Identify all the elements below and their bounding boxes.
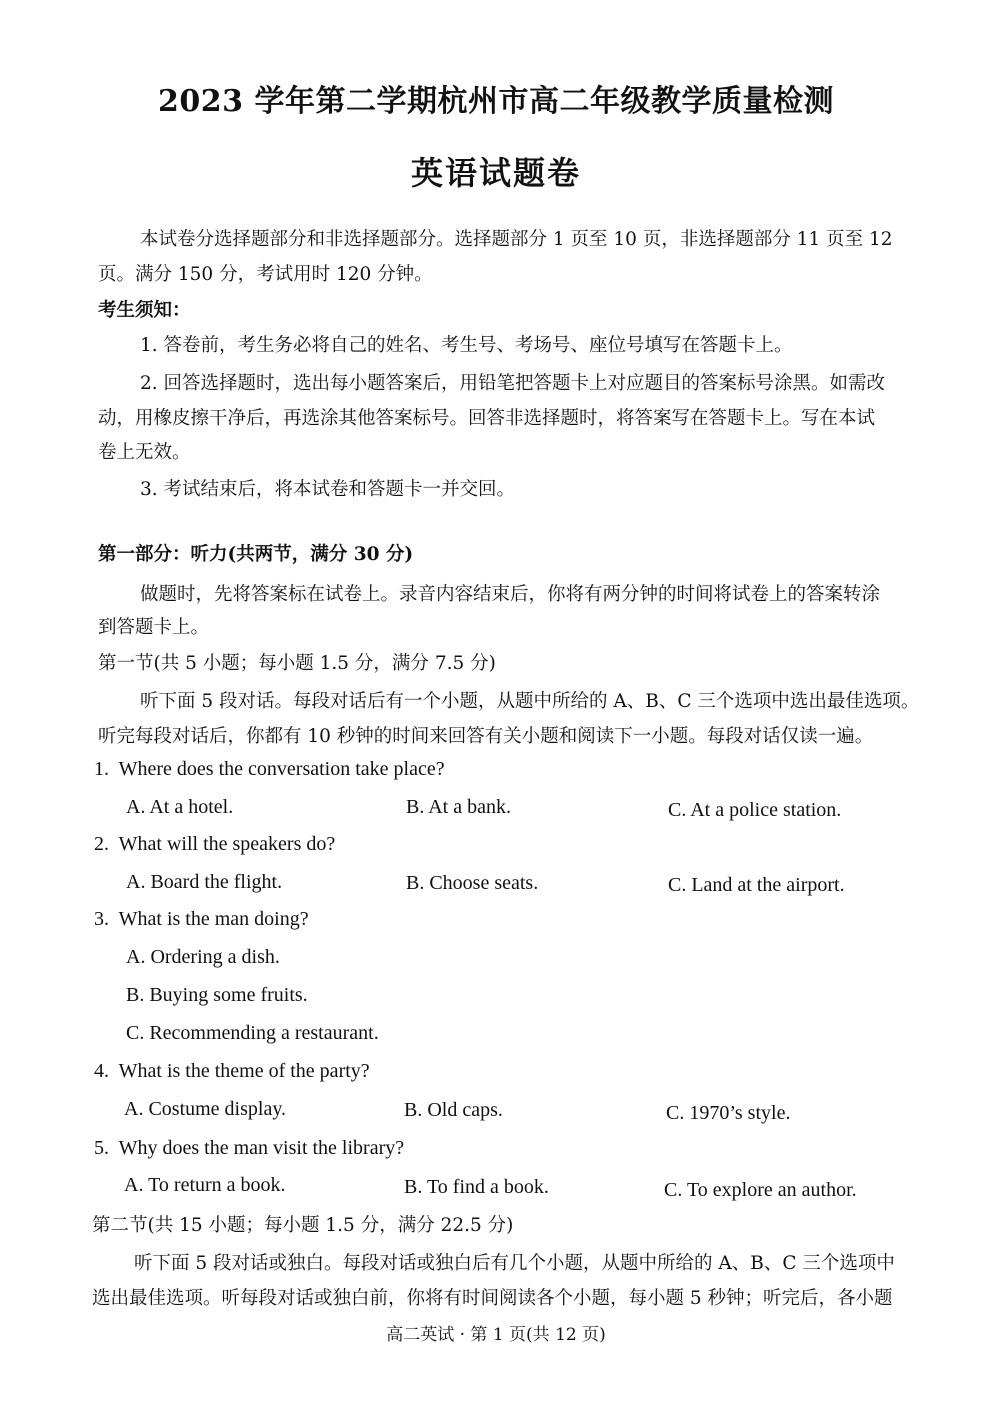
question-text: Why does the man visit the library? <box>118 1137 405 1159</box>
q1-option-b: B. At a bank. <box>406 796 511 818</box>
q5-option-c: C. To explore an author. <box>664 1179 857 1201</box>
page-footer: 高二英试 · 第 1 页(共 12 页) <box>386 1325 606 1345</box>
q2-option-c: C. Land at the airport. <box>668 874 845 896</box>
q4-option-c: C. 1970’s style. <box>666 1102 791 1124</box>
question-number: 1. <box>94 758 109 780</box>
q2-option-b: B. Choose seats. <box>406 872 539 894</box>
notice-item-2-line-2: 动，用橡皮擦干净后，再选涂其他答案标号。回答非选择题时，将答案写在答题卡上。写在本试 <box>98 408 876 429</box>
question-text: What is the man doing? <box>118 908 309 930</box>
section2-instruction-line-2: 选出最佳选项。听每段对话或独白前，你将有时间阅读各个小题，每小题 5 秒钟；听完后，各小题 <box>92 1288 893 1309</box>
notice-item-2-line-1: 2. 回答选择题时，选出每小题答案后，用铅笔把答题卡上对应题目的答案标号涂黑。如需改 <box>140 373 886 394</box>
section1-instruction-line-2: 听完每段对话后，你都有 10 秒钟的时间来回答有关小题和阅读下一小题。每段对话仅读一遍。 <box>98 726 874 747</box>
section2-instruction-line-1: 听下面 5 段对话或独白。每段对话或独白后有几个小题，从题中所给的 A、B、C 三个选项中 <box>134 1253 895 1274</box>
part1-instruction-line-1: 做题时，先将答案标在试卷上。录音内容结束后，你将有两分钟的时间将试卷上的答案转涂 <box>140 584 881 605</box>
question-number: 2. <box>94 833 109 855</box>
q4-option-b: B. Old caps. <box>404 1099 503 1121</box>
intro-line-1: 本试卷分选择题部分和非选择题部分。选择题部分 1 页至 10 页，非选择题部分 11 页至 12 <box>140 229 893 250</box>
question-1 <box>94 758 445 781</box>
exam-title: 2023 学年第二学期杭州市高二年级教学质量检测 <box>158 84 834 119</box>
q4-option-a: A. Costume display. <box>124 1098 287 1120</box>
question-2 <box>94 833 335 856</box>
q2-option-a: A. Board the flight. <box>126 871 283 893</box>
q3-option-a: A. Ordering a dish. <box>126 946 280 968</box>
question-number: 4. <box>94 1060 109 1082</box>
notice-item-3: 3. 考试结束后，将本试卷和答题卡一并交回。 <box>140 479 516 500</box>
q5-option-a: A. To return a book. <box>124 1174 286 1196</box>
q3-option-c: C. Recommending a restaurant. <box>126 1022 379 1044</box>
notice-item-1: 1. 答卷前，考生务必将自己的姓名、考生号、考场号、座位号填写在答题卡上。 <box>140 335 793 356</box>
section1-heading: 第一节(共 5 小题；每小题 1.5 分，满分 7.5 分) <box>98 653 496 674</box>
question-3 <box>94 908 309 931</box>
question-text: What will the speakers do? <box>118 833 336 855</box>
section1-instruction-line-1: 听下面 5 段对话。每段对话后有一个小题，从题中所给的 A、B、C 三个选项中选出最佳选项。 <box>140 691 920 712</box>
question-5 <box>94 1137 404 1160</box>
section2-heading: 第二节(共 15 小题；每小题 1.5 分，满分 22.5 分) <box>92 1215 514 1236</box>
part1-heading: 第一部分：听力(共两节，满分 30 分) <box>98 544 414 565</box>
question-number: 5. <box>94 1137 109 1159</box>
question-4 <box>94 1060 370 1083</box>
question-text: Where does the conversation take place? <box>118 758 445 780</box>
q3-option-b: B. Buying some fruits. <box>126 984 308 1006</box>
part1-instruction-line-2: 到答题卡上。 <box>98 617 210 638</box>
q1-option-a: A. At a hotel. <box>126 796 234 818</box>
question-text: What is the theme of the party? <box>118 1060 370 1082</box>
exam-subtitle: 英语试题卷 <box>410 154 581 192</box>
notice-item-2-line-3: 卷上无效。 <box>98 442 191 463</box>
q5-option-b: B. To find a book. <box>404 1176 549 1198</box>
question-number: 3. <box>94 908 109 930</box>
notice-heading: 考生须知： <box>98 300 191 321</box>
intro-line-2: 页。满分 150 分，考试用时 120 分钟。 <box>98 264 433 285</box>
q1-option-c: C. At a police station. <box>668 799 842 821</box>
